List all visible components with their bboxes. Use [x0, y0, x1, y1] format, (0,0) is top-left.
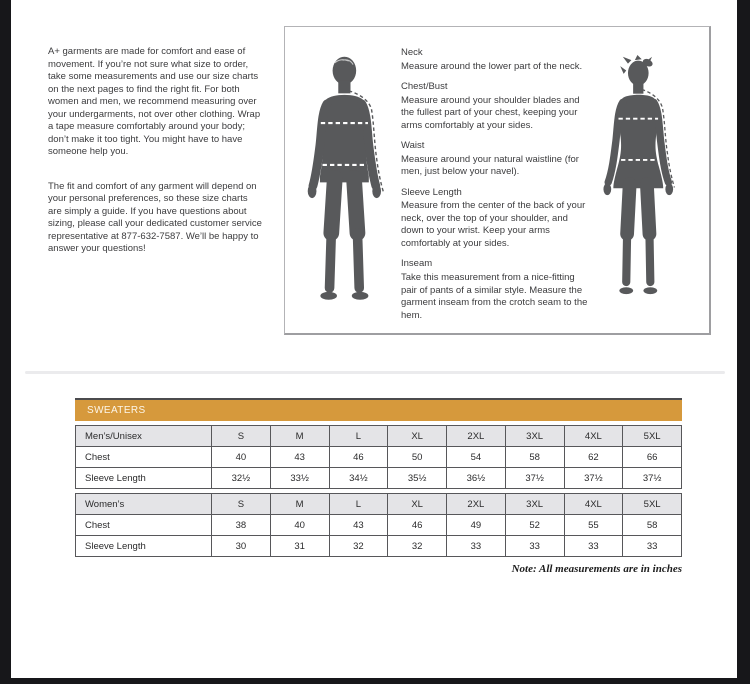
measurement-cell: 43: [329, 515, 388, 536]
measurement-cell: 33: [623, 536, 682, 557]
measurement-cell: 55: [564, 515, 623, 536]
measurement-cell: 49: [447, 515, 506, 536]
measurement-cell: 52: [505, 515, 564, 536]
measurement-cell: 32½: [212, 468, 271, 489]
measurement-cell: 40: [212, 447, 271, 468]
size-table-mens: [75, 425, 682, 489]
measurement-cell: 33: [564, 536, 623, 557]
table-row-mens-sizes: [76, 426, 682, 447]
measurement-cell: 30: [212, 536, 271, 557]
size-chart: [75, 398, 682, 575]
intro-paragraph-1: A+ garments are made for comfort and ease of movement. If you’re not sure what size to order, take some measurements and use our size charts on the next pages to find the right fit. For both women and men, we recommend measuring over your undergarments, not over other clothing. Wrap a tape measure comfortably around your body; don’t make it too tight. You might have to have someone help you.: [48, 46, 261, 158]
size-header-cell: 3XL: [505, 494, 564, 515]
size-header-cell: L: [329, 426, 388, 447]
row-label-cell: Chest: [76, 515, 212, 536]
guide-section-text: Take this measurement from a nice-fitting pair of pants of a similar style. Measure the garment inseam from the crotch seam to the hem.: [401, 271, 588, 321]
size-header-cell: 2XL: [447, 426, 506, 447]
intro-paragraph-2: The fit and comfort of any garment will depend on your personal preferences, so these size charts are simply a guide. If you have questions about sizing, please call your dedicated customer service representative at 877-632-7587. We’ll be happy to answer your questions!: [48, 180, 262, 255]
measurement-cell: 43: [270, 447, 329, 468]
guide-section-chest: [401, 81, 589, 132]
measurements-note: Note: All measurements are in inches: [511, 563, 682, 575]
guide-section-text: Measure around the lower part of the neck.: [401, 60, 583, 72]
measurement-cell: 37½: [623, 468, 682, 489]
row-label-cell: Sleeve Length: [76, 536, 212, 557]
table-row-womens-chest: [76, 515, 682, 536]
measurement-cell: 46: [388, 515, 447, 536]
guide-section-inseam: [401, 258, 589, 322]
measurement-cell: 37½: [505, 468, 564, 489]
guide-section-text: Measure from the center of the back of your neck, over the top of your shoulder, and down to your wrist. Keep your arms comfortably at your sides.: [401, 200, 586, 249]
measurement-cell: 40: [270, 515, 329, 536]
table-row-womens-sizes: [76, 494, 682, 515]
table-row-mens-sleeve: [76, 468, 682, 489]
size-header-cell: 3XL: [505, 426, 564, 447]
measurement-cell: 58: [623, 515, 682, 536]
intro-text: [48, 46, 262, 256]
guide-section-text: Measure around your shoulder blades and the fullest part of your chest, keeping your arms comfortably at your sides.: [401, 94, 580, 131]
measurement-cell: 32: [388, 536, 447, 557]
guide-section-title: Chest/Bust: [401, 81, 448, 93]
guide-section-text: Measure around your natural waistline (for men, just below your navel).: [401, 153, 579, 178]
size-header-cell: M: [270, 426, 329, 447]
size-header-cell: S: [212, 426, 271, 447]
size-header-cell: L: [329, 494, 388, 515]
guide-section-neck: [401, 47, 589, 73]
size-chart-title: SWEATERS: [87, 405, 146, 416]
table-row-womens-sleeve: [76, 536, 682, 557]
size-header-cell: M: [270, 494, 329, 515]
measurement-cell: 33: [505, 536, 564, 557]
measurement-cell: 35½: [388, 468, 447, 489]
measurement-cell: 36½: [447, 468, 506, 489]
size-header-cell: XL: [388, 494, 447, 515]
row-label-cell: Chest: [76, 447, 212, 468]
table-row-mens-chest: [76, 447, 682, 468]
measurement-cell: 31: [270, 536, 329, 557]
measurement-cell: 54: [447, 447, 506, 468]
size-header-cell: 5XL: [623, 494, 682, 515]
group-label-cell: Men’s/Unisex: [76, 426, 212, 447]
size-header-cell: XL: [388, 426, 447, 447]
measurement-cell: 58: [505, 447, 564, 468]
size-header-cell: 5XL: [623, 426, 682, 447]
measurement-cell: 37½: [564, 468, 623, 489]
section-divider: [25, 371, 725, 374]
measurement-cell: 62: [564, 447, 623, 468]
measurement-cell: 38: [212, 515, 271, 536]
size-chart-title-bar: [75, 398, 682, 421]
size-header-cell: S: [212, 494, 271, 515]
size-header-cell: 4XL: [564, 494, 623, 515]
male-silhouette-icon: [299, 53, 395, 317]
measurement-cell: 33½: [270, 468, 329, 489]
size-header-cell: 2XL: [447, 494, 506, 515]
measurement-cell: 46: [329, 447, 388, 468]
measurement-cell: 32: [329, 536, 388, 557]
group-label-cell: Women’s: [76, 494, 212, 515]
measurement-cell: 33: [447, 536, 506, 557]
guide-section-waist: [401, 140, 589, 179]
measuring-instructions: [401, 47, 589, 322]
measuring-guide-box: [284, 26, 711, 335]
row-label-cell: Sleeve Length: [76, 468, 212, 489]
size-header-cell: 4XL: [564, 426, 623, 447]
guide-section-title: Inseam: [401, 258, 433, 270]
guide-section-title: Neck: [401, 47, 423, 58]
female-silhouette-icon: [597, 55, 683, 313]
catalog-page: [11, 0, 737, 678]
guide-section-title: Waist: [401, 140, 425, 152]
size-table-womens: [75, 493, 682, 557]
guide-section-title: Sleeve Length: [401, 186, 462, 198]
measurement-cell: 34½: [329, 468, 388, 489]
measurement-cell: 50: [388, 447, 447, 468]
guide-section-sleeve: [401, 187, 589, 251]
measurement-cell: 66: [623, 447, 682, 468]
